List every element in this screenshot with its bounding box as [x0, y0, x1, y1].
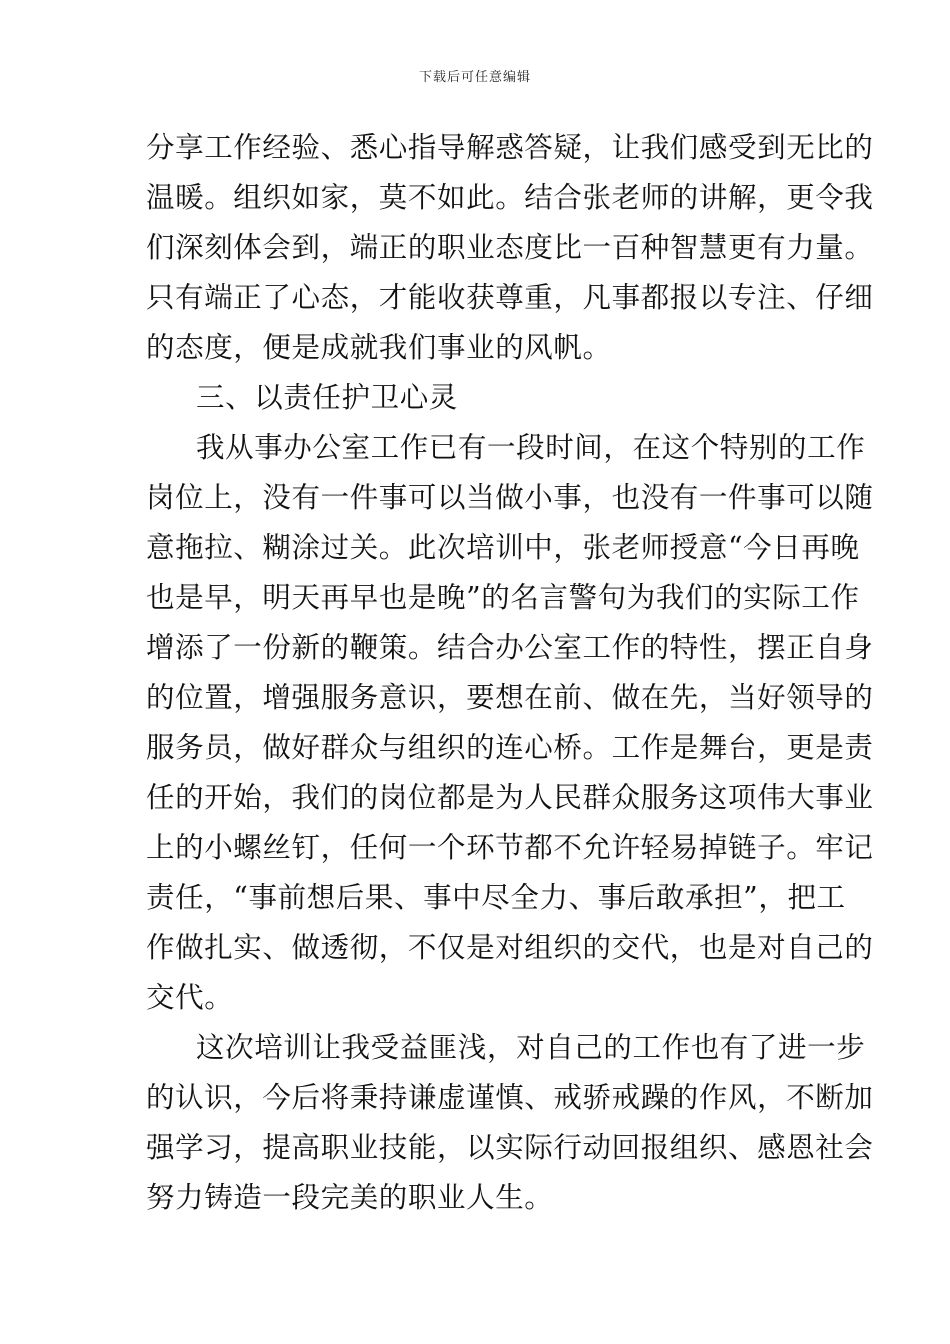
body-text-line: 只有端正了心态，才能收获尊重，凡事都报以专注、仔细 — [146, 281, 874, 314]
body-text-line: 这次培训让我受益匪浅，对自己的工作也有了进一步 — [196, 1031, 866, 1064]
body-text-line: 交代。 — [146, 981, 234, 1014]
body-text-line: 岗位上，没有一件事可以当做小事，也没有一件事可以随 — [146, 481, 874, 514]
body-text-line: 的认识，今后将秉持谦虚谨慎、戒骄戒躁的作风，不断加 — [146, 1081, 874, 1114]
page-header: 下载后可任意编辑 — [418, 70, 531, 85]
section-heading: 三、以责任护卫心灵 — [196, 381, 458, 414]
body-text-line: 温暖。组织如家，莫不如此。结合张老师的讲解，更令我 — [146, 181, 874, 214]
body-text-line: 强学习，提高职业技能，以实际行动回报组织、感恩社会 — [146, 1131, 874, 1164]
body-text-line: 任的开始，我们的岗位都是为人民群众服务这项伟大事业 — [146, 781, 874, 814]
body-text-line: 作做扎实、做透彻，不仅是对组织的交代，也是对自己的 — [146, 931, 874, 964]
body-text-line: 责任，“事前想后果、事中尽全力、事后敢承担”，把工 — [146, 881, 846, 914]
body-text-line: 的态度，便是成就我们事业的风帆。 — [146, 331, 612, 364]
body-text-line: 的位置，增强服务意识，要想在前、做在先，当好领导的 — [146, 681, 874, 714]
body-text-line: 分享工作经验、悉心指导解惑答疑，让我们感受到无比的 — [146, 131, 874, 164]
body-text-line: 也是早，明天再早也是晚”的名言警句为我们的实际工作 — [146, 581, 860, 614]
body-text-line: 们深刻体会到，端正的职业态度比一百种智慧更有力量。 — [146, 231, 874, 264]
body-text-line: 增添了一份新的鞭策。结合办公室工作的特性，摆正自身 — [146, 631, 874, 664]
body-text-line: 意拖拉、糊涂过关。此次培训中，张老师授意“今日再晚 — [146, 531, 860, 564]
body-text-line: 服务员，做好群众与组织的连心桥。工作是舞台，更是责 — [146, 731, 874, 764]
body-text-line: 上的小螺丝钉，任何一个环节都不允许轻易掉链子。牢记 — [146, 831, 874, 864]
body-text-line: 努力铸造一段完美的职业人生。 — [146, 1181, 554, 1214]
body-text-line: 我从事办公室工作已有一段时间，在这个特别的工作 — [196, 431, 866, 464]
